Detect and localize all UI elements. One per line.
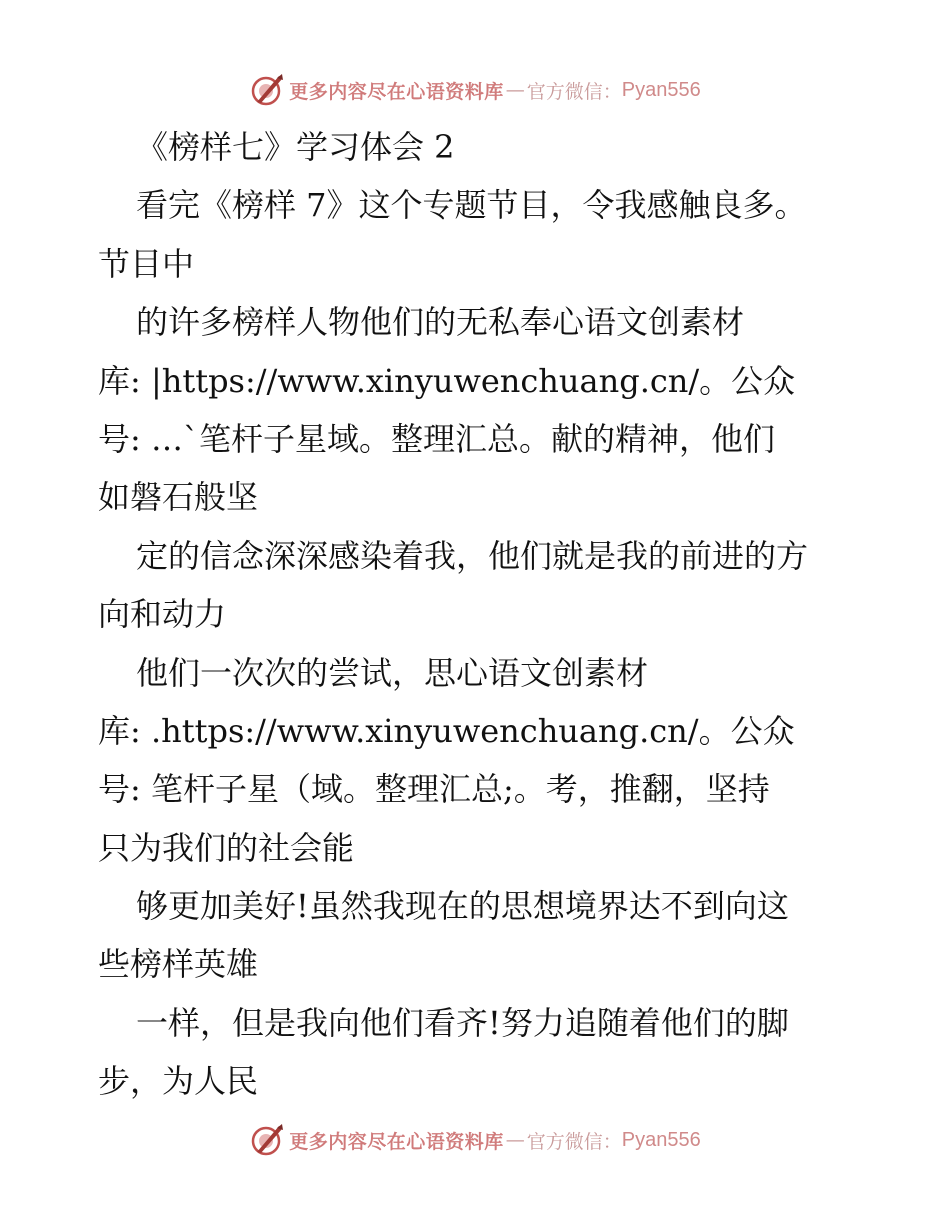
paragraph-line: 一样，但是我向他们看齐!努力追随着他们的脚 <box>136 1003 789 1042</box>
paragraph-line: 的许多榜样人物他们的无私奉心语文创素材 <box>136 303 745 342</box>
paragraph-line: 他们一次次的尝试，思心语文创素材 <box>136 653 649 692</box>
wechat-id: Pyan556 <box>621 1128 701 1151</box>
paragraph-line: 够更加美好!虽然我现在的思想境界达不到向这 <box>136 887 789 926</box>
paragraph-line: 号: 笔杆子星（域。整理汇总;。考，推翻，坚持 <box>98 770 770 809</box>
quill-logo-icon <box>249 1122 285 1158</box>
header-watermark <box>0 70 950 110</box>
paragraph-line: 库: |https://www.xinyuwenchuang.cn/。公众 <box>98 361 796 400</box>
document-title: 《榜样七》学习体会 2 <box>136 128 455 166</box>
paragraph-line: 如磐石般坚 <box>98 478 259 517</box>
watermark-text: 更多内容尽在心语资料库 <box>289 1130 504 1153</box>
paragraph-line: 步，为人民 <box>98 1062 259 1101</box>
paragraph-line: 节目中 <box>98 244 195 283</box>
wechat-label: 官方微信： <box>526 1130 622 1153</box>
document-body <box>98 118 898 1111</box>
paragraph-line: 向和动力 <box>98 595 227 634</box>
footer-watermark <box>0 1120 950 1160</box>
wechat-label: 官方微信： <box>526 80 622 103</box>
watermark-dash: — <box>505 1129 525 1151</box>
watermark-dash: — <box>505 79 525 101</box>
wechat-id: Pyan556 <box>621 78 701 101</box>
paragraph-line: 只为我们的社会能 <box>98 828 355 867</box>
paragraph-line: 看完《榜样 7》这个专题节目，令我感触良多。 <box>136 186 807 225</box>
paragraph-line: 库: .https://www.xinyuwenchuang.cn/。公众 <box>98 711 795 750</box>
paragraph-line: 号: …`笔杆子星域。整理汇总。献的精神，他们 <box>98 419 775 458</box>
paragraph-line: 定的信念深深感染着我，他们就是我的前进的方 <box>136 536 809 575</box>
watermark-text: 更多内容尽在心语资料库 <box>289 80 504 103</box>
paragraph-line: 些榜样英雄 <box>98 945 259 984</box>
quill-logo-icon <box>249 72 285 108</box>
